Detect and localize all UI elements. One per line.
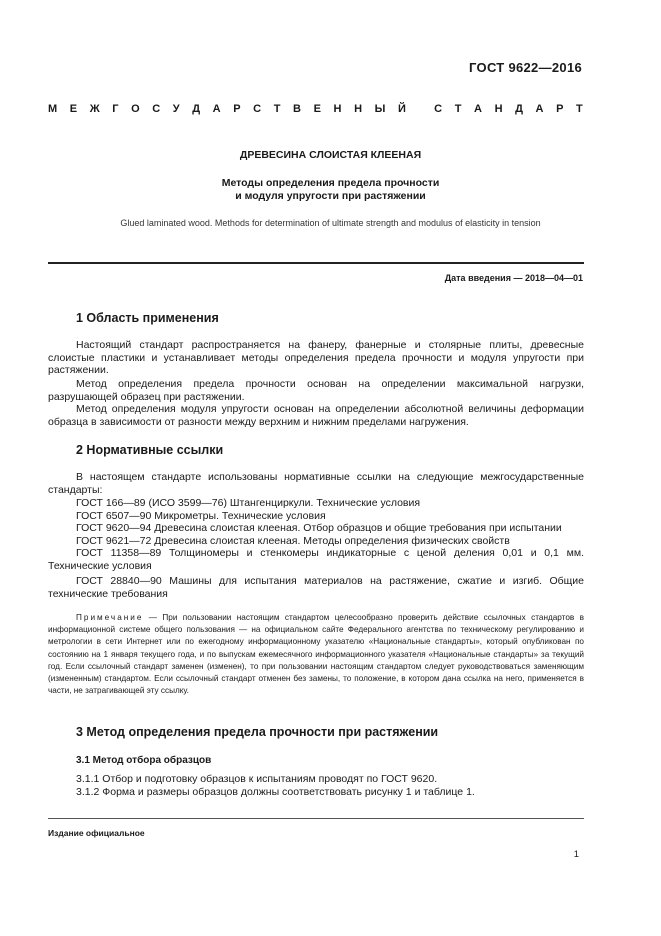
- intro-date: Дата введения — 2018—04—01: [444, 273, 583, 283]
- banner-gap: [418, 103, 421, 115]
- subsection-3-1-heading: 3.1 Метод отбора образцов: [76, 755, 212, 766]
- banner-letter: Н: [333, 103, 342, 115]
- english-title: Glued laminated wood. Methods for determination of ultimate strength and modulus of elasticity in tension: [120, 218, 541, 228]
- reference-item: ГОСТ 166—89 (ИСО 3599—76) Штангенциркули. Технические условия: [76, 497, 421, 509]
- document-title: ДРЕВЕСИНА СЛОИСТАЯ КЛЕЕНАЯ: [239, 149, 422, 161]
- banner-letter: Р: [233, 103, 241, 115]
- section-1-paragraph: Настоящий стандарт распространяется на фанеру, фанерные и столярные плиты, древесные слоистые пластики и устанавливает методы определения предела прочности и модуля упругости при растяжении.: [48, 339, 584, 376]
- section-2-intro: В настоящем стандарте использованы нормативные ссылки на следующие межгосударственные стандарты:: [48, 471, 584, 496]
- document-code: ГОСТ 9622—2016: [469, 60, 582, 75]
- section-3-item: 3.1.1 Отбор и подготовку образцов к испытаниям проводят по ГОСТ 9620.: [76, 773, 438, 785]
- document-subtitle: [0, 177, 661, 203]
- banner-letter: Ж: [89, 103, 100, 115]
- subtitle-line-2: и модуля упругости при растяжении: [235, 190, 426, 202]
- banner-letter: Т: [454, 103, 462, 115]
- banner-letter: С: [253, 103, 262, 115]
- banner-letter: Е: [313, 103, 321, 115]
- note-text: — При пользовании настоящим стандартом целесообразно проверить действие ссылочных стандартов в информационной системе общего пользования — на официальном сайте Федерального агентства по техническому регулированию и метрологии в сети Интернет или по ежегодному информационному указателю «Национальные стандарты», который опубликован по состоянию на 1 января текущего года, и по выпускам ежемесячного информационного указателя «Национальные стандарты» за текущий год. Если ссылочный стандарт заменен (изменен), то при пользовании настоящим стандартом следует руководствоваться заменяющим (измененным) стандартом. Если ссылочный стандарт отменен без замены, то положение, в котором дана ссылка на него, применяется в части, не затрагивающей эту ссылку.: [48, 613, 584, 696]
- reference-item: ГОСТ 28840—90 Машины для испытания материалов на растяжение, сжатие и изгиб. Общие технические требования: [48, 575, 584, 600]
- banner-letter: А: [535, 103, 544, 115]
- banner-letter: Д: [515, 103, 523, 115]
- subtitle-line-1: Методы определения предела прочности: [221, 177, 440, 189]
- reference-item: ГОСТ 6507—90 Микрометры. Технические условия: [76, 510, 326, 522]
- banner-letter: А: [212, 103, 221, 115]
- banner-letter: В: [293, 103, 301, 115]
- reference-item: ГОСТ 9620—94 Древесина слоистая клееная. Отбор образцов и общие требования при испытании: [76, 522, 562, 534]
- official-edition-label: Издание официальное: [48, 828, 145, 838]
- banner-letter: Ы: [374, 103, 386, 115]
- section-1-paragraph: Метод определения предела прочности основан на определении максимальной нагрузки, разрушающей образец при растяжении.: [48, 378, 584, 403]
- interstate-standard-banner: [48, 103, 583, 115]
- banner-letter: Д: [192, 103, 201, 115]
- reference-item: ГОСТ 11358—89 Толщиномеры и стенкомеры индикаторные с ценой деления 0,01 и 0,1 мм. Технические условия: [48, 547, 584, 572]
- banner-letter: Е: [69, 103, 78, 115]
- banner-letter: Т: [273, 103, 281, 115]
- banner-letter: А: [474, 103, 482, 115]
- banner-letter: Н: [494, 103, 503, 115]
- banner-letter: Н: [354, 103, 363, 115]
- section-2-heading: 2 Нормативные ссылки: [76, 443, 224, 457]
- section-3-item: 3.1.2 Форма и размеры образцов должны соответствовать рисунку 1 и таблице 1.: [76, 786, 475, 798]
- note-block: [48, 612, 584, 697]
- note-label: Примечание: [76, 613, 144, 622]
- banner-letter: Г: [112, 103, 119, 115]
- banner-letter: О: [131, 103, 140, 115]
- banner-letter: С: [152, 103, 161, 115]
- title-divider: [48, 262, 584, 264]
- banner-letter: Й: [397, 103, 406, 115]
- banner-letter: М: [48, 103, 58, 115]
- section-1-heading: 1 Область применения: [76, 311, 219, 325]
- footer-divider: [48, 818, 584, 819]
- banner-letter: У: [172, 103, 180, 115]
- banner-letter: Т: [576, 103, 583, 115]
- page-number: 1: [573, 849, 579, 860]
- banner-letter: С: [434, 103, 443, 115]
- section-1-paragraph: Метод определения модуля упругости основан на определении абсолютной величины деформации образца в зависимости от разности между верхним и нижним пределами нагружения.: [48, 403, 584, 428]
- banner-letter: Р: [556, 103, 564, 115]
- section-3-heading: 3 Метод определения предела прочности при растяжении: [76, 725, 439, 739]
- reference-item: ГОСТ 9621—72 Древесина слоистая клееная. Методы определения физических свойств: [76, 535, 510, 547]
